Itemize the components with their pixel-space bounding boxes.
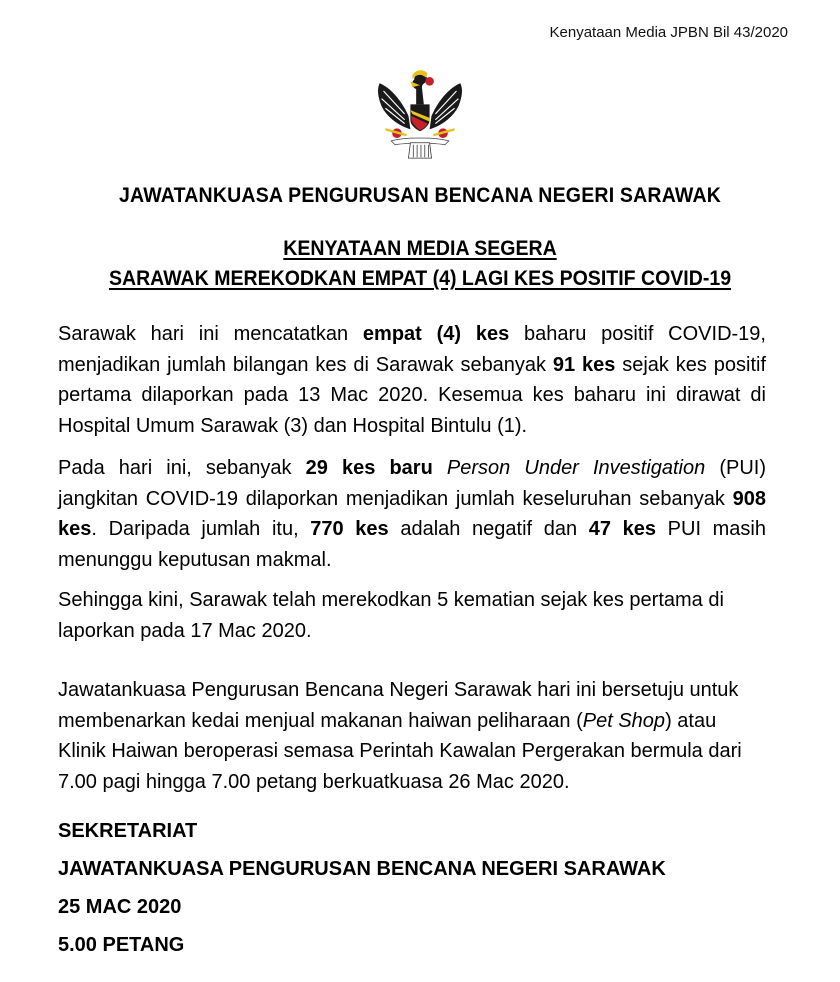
signature-time: 5.00 PETANG: [58, 934, 185, 956]
text: . Daripada jumlah itu,: [91, 518, 311, 540]
committee-heading: JAWATANKUASA PENGURUSAN BENCANA NEGERI SARAWAK: [118, 184, 722, 207]
new-pui-count: 29 kes baru: [305, 457, 433, 479]
signature-committee: JAWATANKUASA PENGURUSAN BENCANA NEGERI SARAWAK: [58, 858, 666, 880]
text: Sarawak hari ini mencatatkan: [58, 323, 363, 345]
paragraph-pui-cases: [58, 453, 766, 575]
signature-date: 25 MAC 2020: [58, 896, 182, 918]
text: [433, 457, 447, 479]
statement-title: [29, 234, 810, 294]
text: (PUI) jangkitan COVID-19 dilaporkan menjadikan jumlah keseluruhan sebanyak: [58, 457, 767, 510]
negative-count: 770 kes: [310, 518, 389, 540]
media-statement-reference: Kenyataan Media JPBN Bil 43/2020: [549, 24, 788, 41]
total-cases-count: 91 kes: [552, 353, 616, 376]
text: Jawatankuasa Pengurusan Bencana Negeri Sarawak hari ini bersetuju untuk membenarkan kedai menjual makanan haiwan peliharaan (: [58, 679, 739, 732]
text: Pada hari ini, sebanyak: [58, 457, 306, 479]
title-line-1: KENYATAAN MEDIA SEGERA: [283, 237, 557, 260]
pending-count: 47 kes: [588, 518, 657, 540]
text: baharu positif COVID-19, menjadikan jumlah bilangan kes di Sarawak sebanyak: [58, 323, 766, 376]
signature-secretariat: SEKRETARIAT: [58, 820, 198, 842]
pet-shop-term: Pet Shop: [582, 709, 666, 732]
paragraph-pet-shop: [58, 675, 766, 797]
text: adalah negatif dan: [388, 518, 589, 540]
text: PUI masih menunggu keputusan makmal.: [58, 518, 767, 571]
paragraph-deaths: Sehingga kini, Sarawak telah merekodkan 5 kematian sejak kes pertama di laporkan pada 17 Mac 2020.: [58, 589, 724, 642]
text: ) atau Klinik Haiwan beroperasi semasa Perintah Kawalan Pergerakan bermula dari 7.00 pagi hingga 7.00 petang berkuatkuasa 26 Mac 2020.: [58, 709, 742, 793]
text: sejak kes positif pertama dilaporkan pada 13 Mac 2020. Kesemua kes baharu ini dirawat di Hospital Umum Sarawak (3) dan Hospital Bintulu (1).: [58, 353, 767, 437]
sarawak-coat-of-arms-icon: [372, 64, 468, 164]
paragraph-positive-cases: [58, 319, 766, 441]
new-cases-count: empat (4) kes: [362, 323, 510, 345]
pui-term: Person Under Investigation: [446, 457, 706, 479]
total-pui-count: 908 kes: [58, 487, 766, 540]
title-line-2: SARAWAK MEREKODKAN EMPAT (4) LAGI KES POSITIF COVID-19: [108, 267, 732, 290]
